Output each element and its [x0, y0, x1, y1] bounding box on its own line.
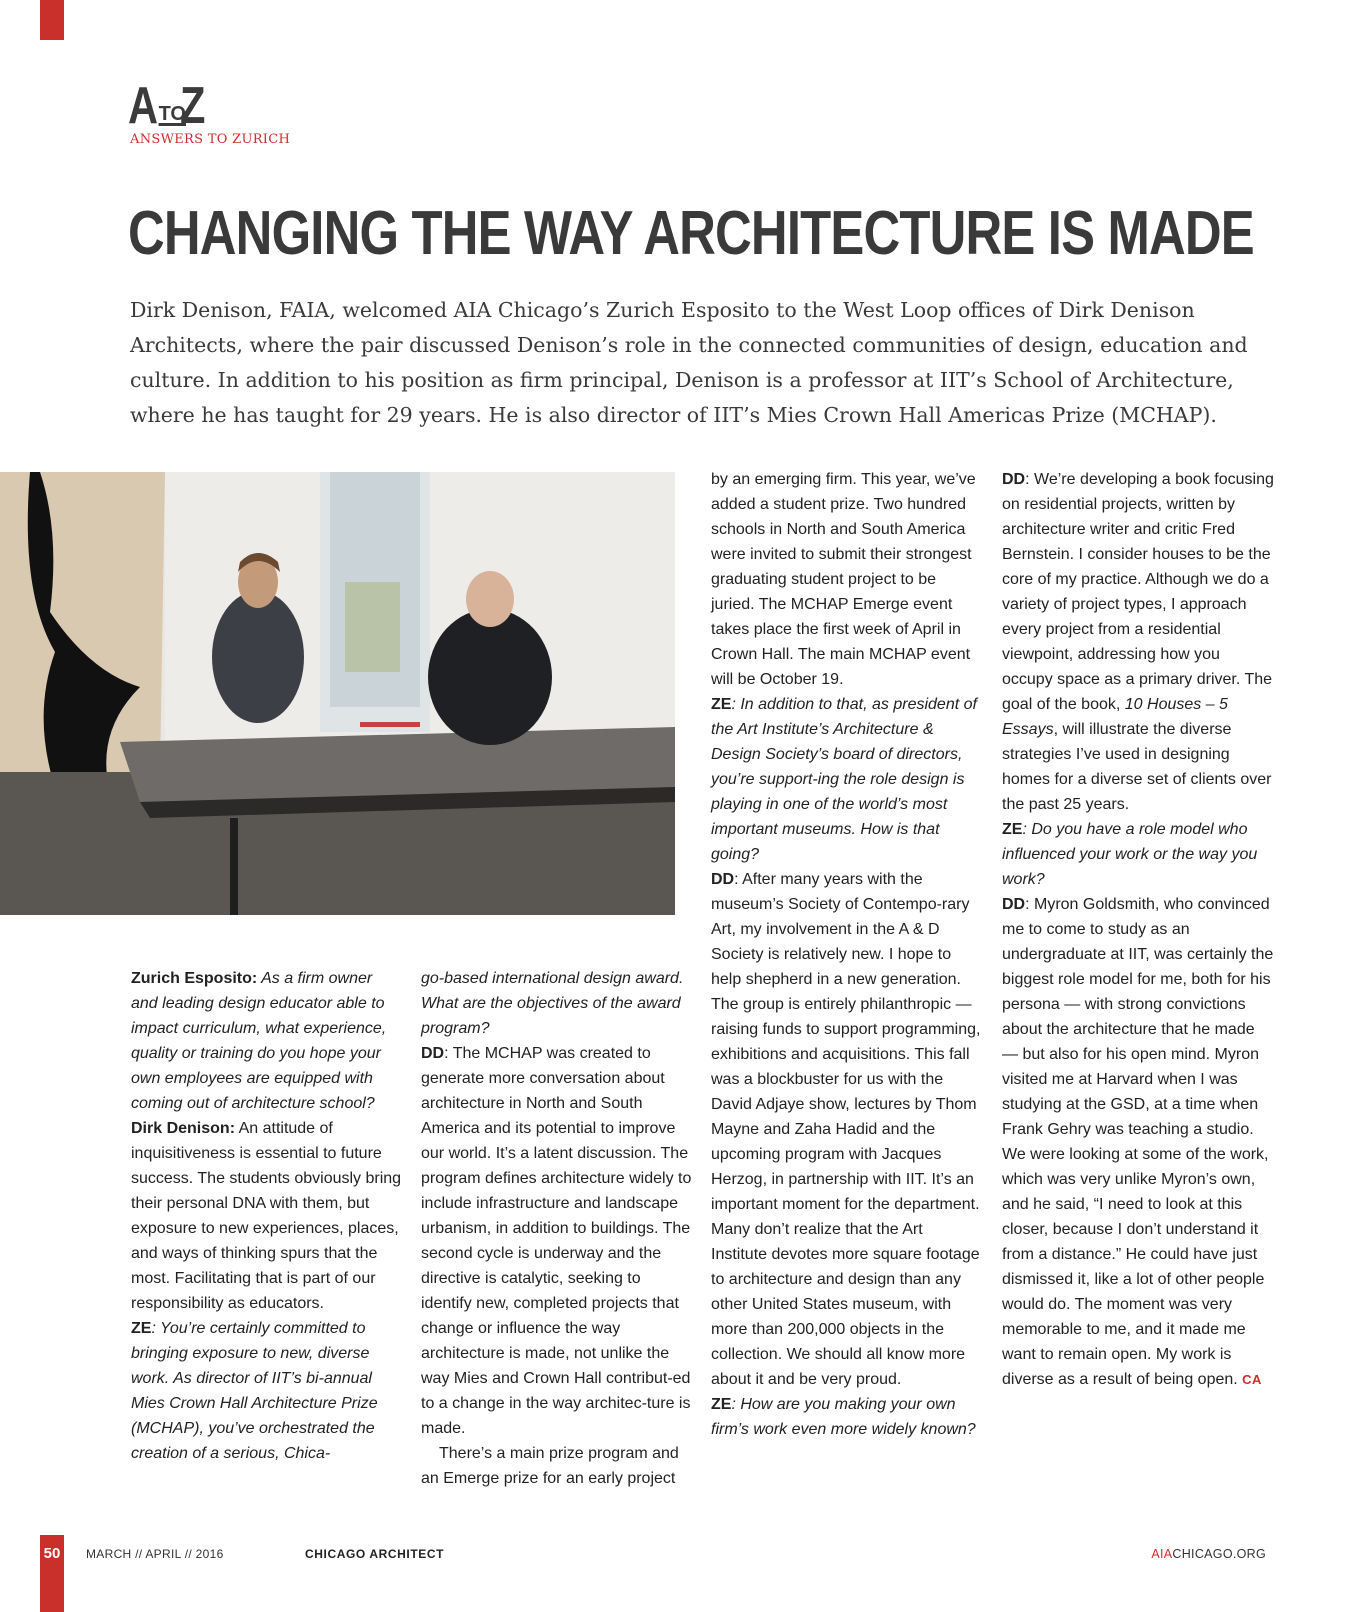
- logo-to: TO: [158, 103, 186, 125]
- speaker-ze: ZE: [1002, 821, 1023, 838]
- speaker-dd: DD: [1002, 896, 1026, 913]
- answer-5: : Myron Goldsmith, who convinced me to come to study as an undergraduate at IIT, was certainly the biggest role model for me, both for his persona — with strong convictions about the architecture that he made — but also for his open mind. Myron visited me at Harvard when I was studying at the GSD, at a time when Frank Gehry was teaching a studio. We were looking at some of the work, which was very unlike Myron’s own, and he said, “I need to look at this closer, because I don’t understand it from a distance.” He could have just dismissed it, like a lot of other people would do. The moment was very memorable to me, and it made me want to remain open. My work is diverse as a result of being open.: [1002, 896, 1274, 1388]
- speaker-dd: DD: [711, 871, 735, 888]
- url-rest: CHICAGO.ORG: [1172, 1547, 1266, 1561]
- url-accent: AIA: [1151, 1547, 1173, 1561]
- article-column-2: [421, 966, 693, 1491]
- issue-date: MARCH // APRIL // 2016: [86, 1547, 224, 1561]
- speaker-zurich-esposito: Zurich Esposito:: [131, 970, 258, 987]
- speaker-dirk-denison: Dirk Denison:: [131, 1120, 236, 1137]
- logo-letter-a: A: [128, 77, 158, 135]
- speaker-ze: ZE: [131, 1320, 152, 1337]
- section-label: ANSWERS TO ZURICH: [130, 132, 291, 147]
- photo-illustration: [0, 472, 675, 915]
- book-title: 10 Houses – 5 Essays: [1002, 696, 1228, 738]
- website-link[interactable]: [1151, 1547, 1266, 1561]
- magazine-name: CHICAGO ARCHITECT: [305, 1547, 445, 1561]
- speaker-ze: ZE: [711, 1396, 732, 1413]
- answer-1: An attitude of inquisitiveness is essential to future success. The students obviously bring their personal DNA with them, but exposure to new experiences, places, and ways of thinking spurs that the most. Facilitating that is part of our responsibility as educators.: [131, 1120, 402, 1312]
- answer-4-end: , will illustrate the diverse strategies I’ve used in designing homes for a diverse set of clients over the past 25 years.: [1002, 721, 1272, 813]
- end-mark: CA: [1242, 1372, 1262, 1387]
- question-3: : In addition to that, as president of the Art Institute’s Architecture & Design Society’s board of directors, you’re support-ing the role design is playing in one of the world’s most important museums. How is that going?: [711, 696, 977, 863]
- logo-letter-z: Z: [179, 77, 205, 135]
- section-logo: [128, 72, 211, 135]
- speaker-ze: ZE: [711, 696, 732, 713]
- answer-2: : The MCHAP was created to generate more conversation about architecture in North and South America and its potential to improve our world. It’s a latent discussion. The program defines architecture widely to include infrastructure and landscape urbanism, in addition to buildings. The second cycle is underway and the directive is catalytic, seeking to identify new, completed projects that change or influence the way architecture is made, not unlike the way Mies and Crown Hall contribut-ed to a change in the way architec-ture is made.: [421, 1045, 692, 1437]
- top-red-tab: [40, 0, 64, 40]
- intro-paragraph: Dirk Denison, FAIA, welcomed AIA Chicago’s Zurich Esposito to the West Loop offices of Dirk Denison Architects, where the pair discussed Denison’s role in the connected communities of design, education and culture. In addition to his position as firm principal, Denison is a professor at IIT’s School of Architecture, where he has taught for 29 years. He is also director of IIT’s Mies Crown Hall Americas Prize (MCHAP).: [130, 298, 1248, 427]
- page-number: 50: [43, 1545, 61, 1562]
- answer-2-paragraph-2: There’s a main prize program and an Emerge prize for an early project: [421, 1445, 679, 1487]
- speaker-dd: DD: [1002, 471, 1026, 488]
- headline: CHANGING THE WAY ARCHITECTURE IS MADE: [128, 199, 1254, 268]
- question-5: : Do you have a role model who influenced your work or the way you work?: [1002, 821, 1258, 888]
- speaker-dd: DD: [421, 1045, 445, 1062]
- question-1: As a firm owner and leading design educator able to impact curriculum, what experience, quality or training do you hope your own employees are equipped with coming out of architecture school?: [131, 970, 387, 1112]
- answer-2-continued: by an emerging firm. This year, we’ve added a student prize. Two hundred schools in North and South America were invited to submit their strongest graduating student project to be juried. The MCHAP Emerge event takes place the first week of April in Crown Hall. The main MCHAP event will be October 19.: [711, 471, 976, 688]
- article-column-4: [1002, 467, 1274, 1392]
- interview-photo: [0, 472, 675, 915]
- answer-3: : After many years with the museum’s Society of Contempo-rary Art, my involvement in the A & D Society is relatively new. I hope to help shepherd in a new generation. The group is entirely philanthropic — raising funds to support programming, exhibitions and acquisitions. This fall was a blockbuster for us with the David Adjaye show, lectures by Thom Mayne and Zaha Hadid and the upcoming program with Jacques Herzog, in partnership with IIT. It’s an important moment for the department. Many don’t realize that the Art Institute devotes more square footage to architecture and design than any other United States museum, with more than 200,000 objects in the collection. We should all know more about it and be very proud.: [711, 871, 981, 1388]
- answer-4: : We’re developing a book focusing on residential projects, written by architecture writer and critic Fred Bernstein. I consider houses to be the core of my practice. Although we do a variety of project types, I approach every project from a residential viewpoint, addressing how you occupy space as a primary driver. The goal of the book,: [1002, 471, 1274, 713]
- article-column-3: [711, 467, 983, 1442]
- question-4: : How are you making your own firm’s work even more widely known?: [711, 1396, 976, 1438]
- question-2: : You’re certainly committed to bringing exposure to new, diverse work. As director of IIT’s bi-annual Mies Crown Hall Architecture Prize (MCHAP), you’ve orchestrated the creation of a serious, Chica-: [131, 1320, 378, 1462]
- question-2-continued: go-based international design award. What are the objectives of the award program?: [421, 970, 684, 1037]
- article-column-1: [131, 966, 403, 1466]
